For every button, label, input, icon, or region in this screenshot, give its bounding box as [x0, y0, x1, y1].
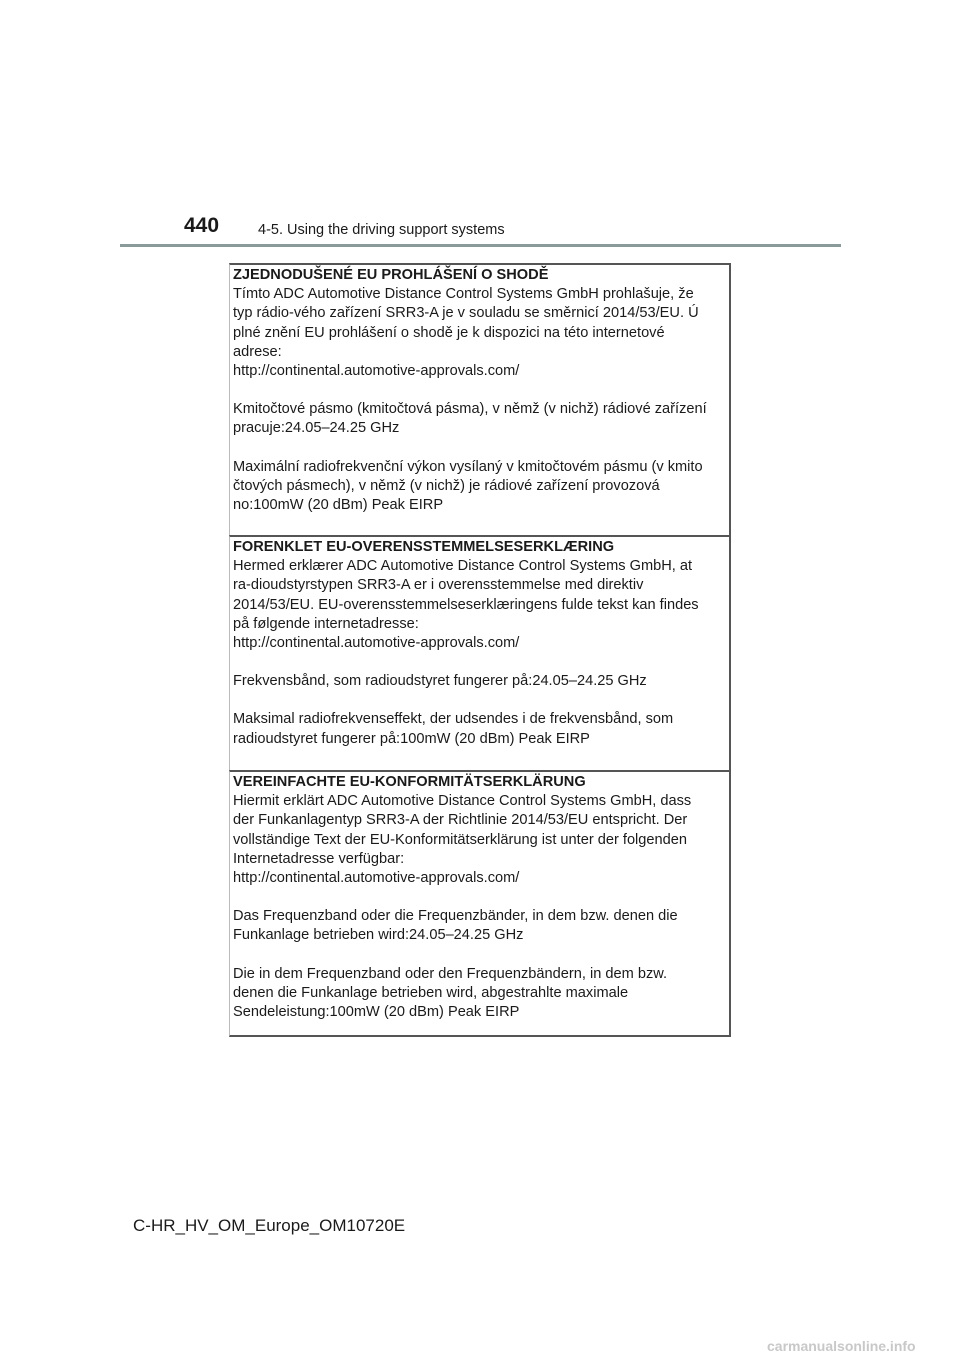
paragraph-gap: [233, 439, 725, 458]
block-paragraph: Maximální radiofrekvenční výkon vysílaný v kmitočtovém pásmu (v kmito čtových pásmech), v němž (v nichž) je rádiové zařízení provozová no:100mW (20 dBm) Peak EIRP: [233, 458, 703, 514]
paragraph-gap: [233, 946, 725, 965]
paragraph-gap: [233, 653, 725, 672]
block-paragraph: Frekvensbånd, som radioudstyret fungerer på:24.05–24.25 GHz: [233, 673, 647, 690]
page-number: 440: [184, 214, 220, 237]
block-title: FORENKLET EU-OVERENSSTEMMELSESERKLÆRING: [233, 539, 615, 555]
block-paragraph: Die in dem Frequenzband oder den Frequenzbändern, in dem bzw. denen die Funkanlage betrieben wird, abgestrahlte maximale Sendeleistung:100mW (20 dBm) Peak EIRP: [233, 965, 668, 1021]
block-paragraph: Tímto ADC Automotive Distance Control Systems GmbH prohlašuje, že typ rádio-vého zařízení SRR3-A je v souladu se směrnicí 2014/53/EU. Ú plné znění EU prohlášení o shodě je k dispozici na této internetové adrese: http://continental.automotive-approvals.com/: [233, 286, 699, 380]
paragraph-gap: [233, 691, 725, 710]
declaration-block-german: [229, 770, 731, 1037]
block-paragraph: Hermed erklærer ADC Automotive Distance Control Systems GmbH, at ra-dioudstyrstypen SRR3-A er i overensstemmelse med direktiv 2014/53/EU. EU-overensstemmelseserklæringens fulde tekst kan findes på følgende internetadresse: http://continental.automotive-approvals.com/: [233, 558, 699, 652]
paragraph-gap: [233, 381, 725, 400]
watermark[interactable]: carmanualsonline.info: [767, 1338, 916, 1354]
declaration-block-danish: [229, 535, 731, 770]
block-title: VEREINFACHTE EU-KONFORMITÄTSERKLÄRUNG: [233, 774, 586, 790]
paragraph-gap: [233, 888, 725, 907]
block-paragraph: Hiermit erklärt ADC Automotive Distance Control Systems GmbH, dass der Funkanlagentyp SRR3-A der Richtlinie 2014/53/EU entspricht. Der vollständige Text der EU-Konformitätserklärung ist unter der folgenden Internetadresse verfügbar: http://continental.automotive-approvals.com/: [233, 793, 692, 887]
header-rule: [120, 244, 841, 247]
block-paragraph: Das Frequenzband oder die Frequenzbänder, in dem bzw. denen die Funkanlage betrieben wird:24.05–24.25 GHz: [233, 908, 678, 944]
block-title: ZJEDNODUŠENÉ EU PROHLÁŠENÍ O SHODĚ: [233, 267, 549, 283]
section-title: 4-5. Using the driving support systems: [258, 222, 505, 238]
block-paragraph: Kmitočtové pásmo (kmitočtová pásma), v němž (v nichž) rádiové zařízení pracuje:24.05–24.25 GHz: [233, 401, 707, 437]
document-code: C-HR_HV_OM_Europe_OM10720E: [133, 1216, 406, 1235]
declaration-block-czech: [229, 263, 731, 535]
block-paragraph: Maksimal radiofrekvenseffekt, der udsendes i de frekvensbånd, som radioudstyret fungerer på:100mW (20 dBm) Peak EIRP: [233, 711, 674, 747]
